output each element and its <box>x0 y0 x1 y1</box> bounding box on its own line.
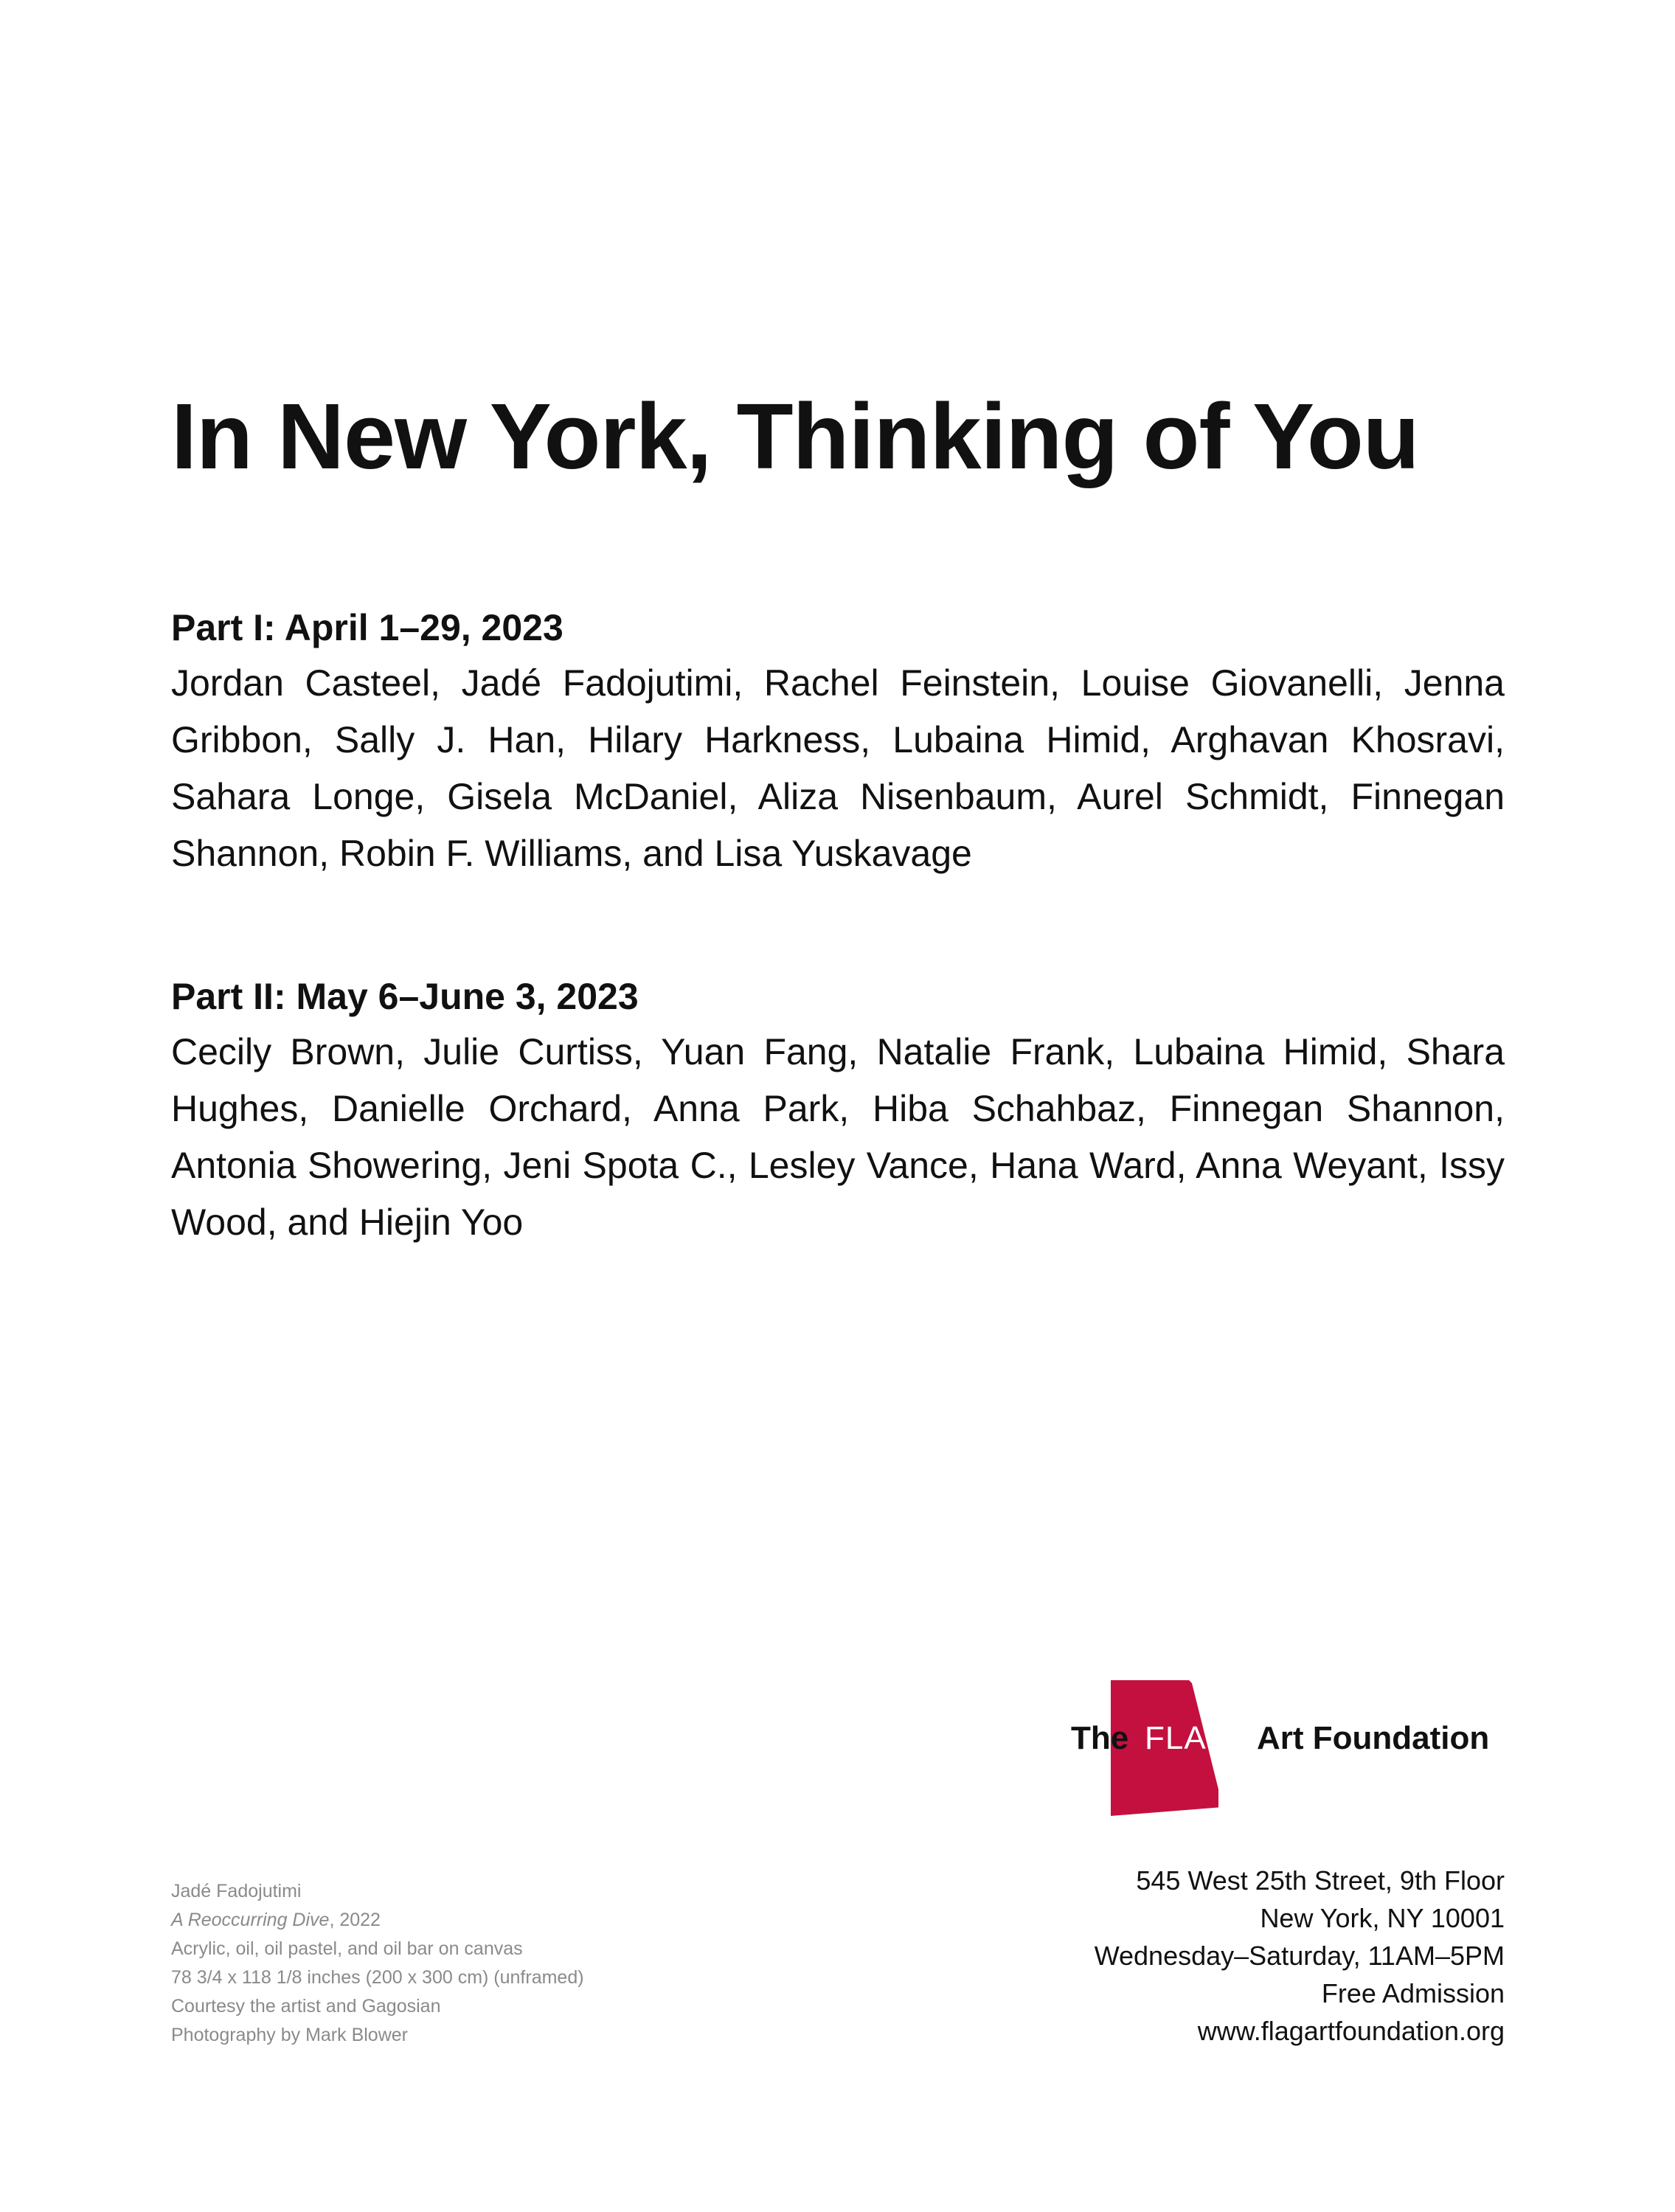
logo-art-foundation-text: Art Foundation <box>1257 1720 1490 1756</box>
credit-dimensions: 78 3/4 x 118 1/8 inches (200 x 300 cm) (unframed) <box>171 1967 584 1988</box>
part-one-heading: Part I: April 1–29, 2023 <box>171 607 563 648</box>
credit-artist: Jadé Fadojutimi <box>171 1881 302 1901</box>
contact-address: 545 West 25th Street, 9th Floor <box>1136 1865 1505 1896</box>
contact-city: New York, NY 10001 <box>1260 1903 1505 1933</box>
part-two-section <box>171 972 1505 1251</box>
website-link[interactable]: www.flagartfoundation.org <box>1197 2016 1505 2046</box>
image-credits <box>171 1877 584 2050</box>
credit-work-title: A Reoccurring Dive <box>171 1910 330 1930</box>
contact-admission: Free Admission <box>1321 1978 1505 2008</box>
contact-info <box>1095 1862 1505 2050</box>
part-two-heading: Part II: May 6–June 3, 2023 <box>171 976 639 1017</box>
credit-courtesy: Courtesy the artist and Gagosian <box>171 1996 441 2017</box>
page-title: In New York, Thinking of You <box>171 384 1419 488</box>
part-one-section <box>171 603 1505 882</box>
flag-art-foundation-logo <box>1071 1680 1506 1816</box>
credit-photography: Photography by Mark Blower <box>171 2025 408 2045</box>
credit-work-year: , 2022 <box>329 1910 381 1930</box>
credit-medium: Acrylic, oil, oil pastel, and oil bar on canvas <box>171 1938 523 1959</box>
credit-work <box>171 1906 584 1935</box>
part-one-artists: Jordan Casteel, Jadé Fadojutimi, Rachel Feinstein, Louise Giovanelli, Jenna Gribbon, Sally J. Han, Hilary Harkness, Lubaina Himid, Arghavan Khosravi, Sahara Longe, Gisela McDaniel, Aliza Nisenbaum, Aurel Schmidt, Finnegan Shannon, Robin F. Williams, and Lisa Yuskavage <box>171 662 1505 874</box>
part-two-artists: Cecily Brown, Julie Curtiss, Yuan Fang, Natalie Frank, Lubaina Himid, Shara Hughes, Danielle Orchard, Anna Park, Hiba Schahbaz, Finnegan Shannon, Antonia Showering, Jeni Spota C., Lesley Vance, Hana Ward, Anna Weyant, Issy Wood, and Hiejin Yoo <box>171 1031 1505 1243</box>
contact-hours: Wednesday–Saturday, 11AM–5PM <box>1094 1941 1505 1971</box>
logo-flag-text: FLAG <box>1145 1720 1232 1756</box>
logo-the-text: The <box>1071 1720 1129 1756</box>
